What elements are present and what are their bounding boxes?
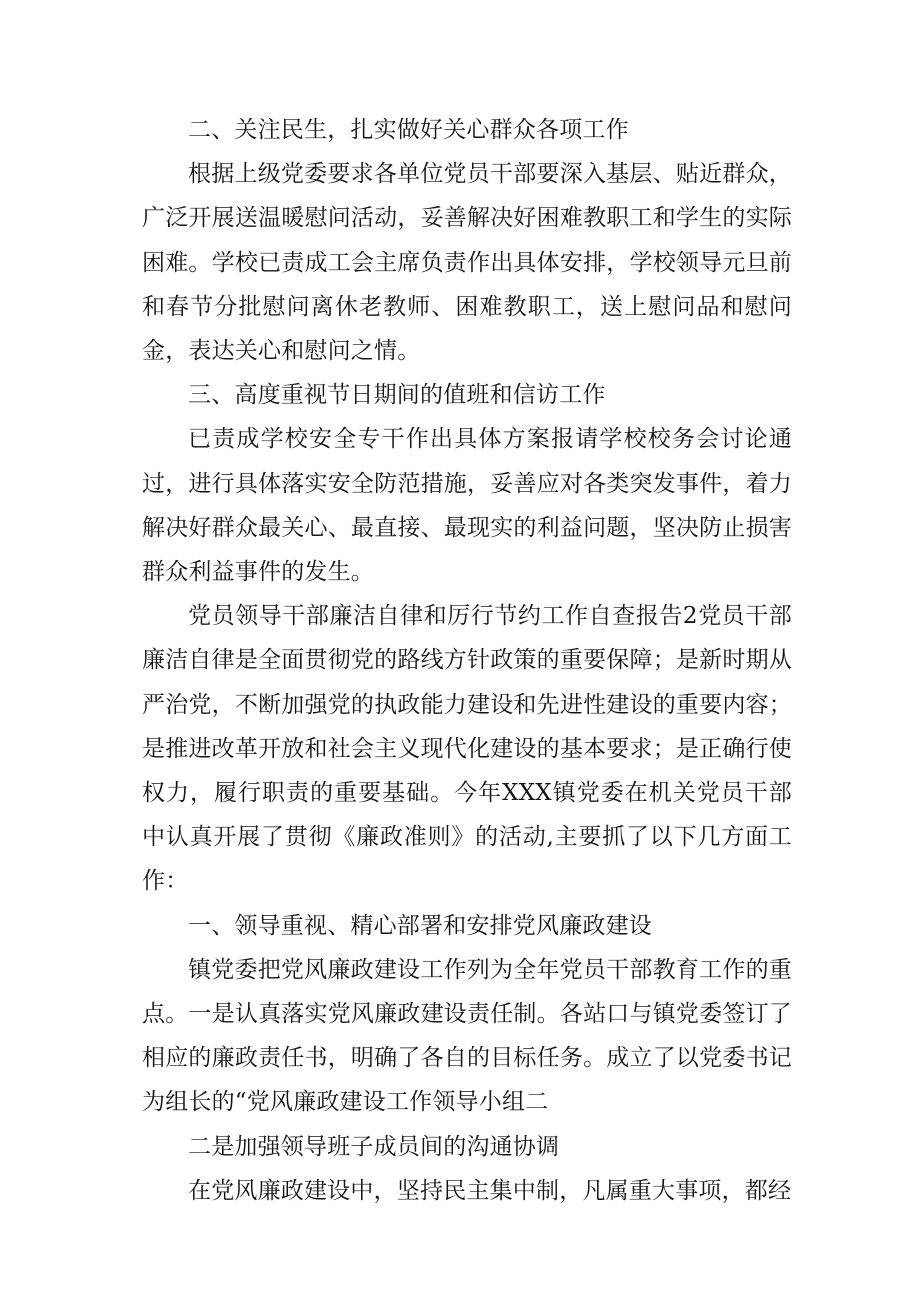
document-body [142,108,792,1213]
subheading-coordination: 二是加强领导班子成员间的沟通协调 [188,1133,560,1160]
section-heading-holiday-duty: 三、高度重视节日期间的值班和信访工作 [188,382,606,409]
paragraph-self-inspection-report: 党员领导干部廉洁自律和厉行节约工作自查报告2党员干部廉洁自律是全面贯彻党的路线方针政策的重要保障；是新时期从严治党，不断加强党的执政能力建设和先进性建设的重要内容；是推进改革开放和社会主义现代化建设的基本要求；是正确行使权力，履行职责的重要基础。今年XXX镇党委在机关党员干部中认真开展了贯彻《廉政准则》的活动,主要抓了以下几方面工作： [142,603,792,895]
paragraph-visits: 根据上级党委要求各单位党员干部要深入基层、贴近群众，广泛开展送温暖慰问活动，妥善解决好困难教职工和学生的实际困难。学校已责成工会主席负责作出具体安排，学校领导元旦前和春节分批慰问离休老教师、困难教职工，送上慰问品和慰问金，表达关心和慰问之情。 [142,161,792,365]
paragraph-safety: 已责成学校安全专干作出具体方案报请学校校务会讨论通过，进行具体落实安全防范措施，妥善应对各类突发事件，着力解决好群众最关心、最直接、最现实的利益问题，坚决防止损害群众利益事件的发生。 [142,426,792,586]
paragraph-democratic-centralism: 在党风廉政建设中，坚持民主集中制，凡属重大事项，都经 [188,1177,792,1204]
section-heading-leadership: 一、领导重视、精心部署和安排党风廉政建设 [188,912,652,939]
paragraph-responsibility-system: 镇党委把党风廉政建设工作列为全年党员干部教育工作的重点。一是认真落实党风廉政建设责任制。各站口与镇党委签订了相应的廉政责任书，明确了各自的目标任务。成立了以党委书记为组长的“党风廉政建设工作领导小组二 [142,956,792,1116]
section-heading-livelihood: 二、关注民生，扎实做好关心群众各项工作 [188,117,629,143]
